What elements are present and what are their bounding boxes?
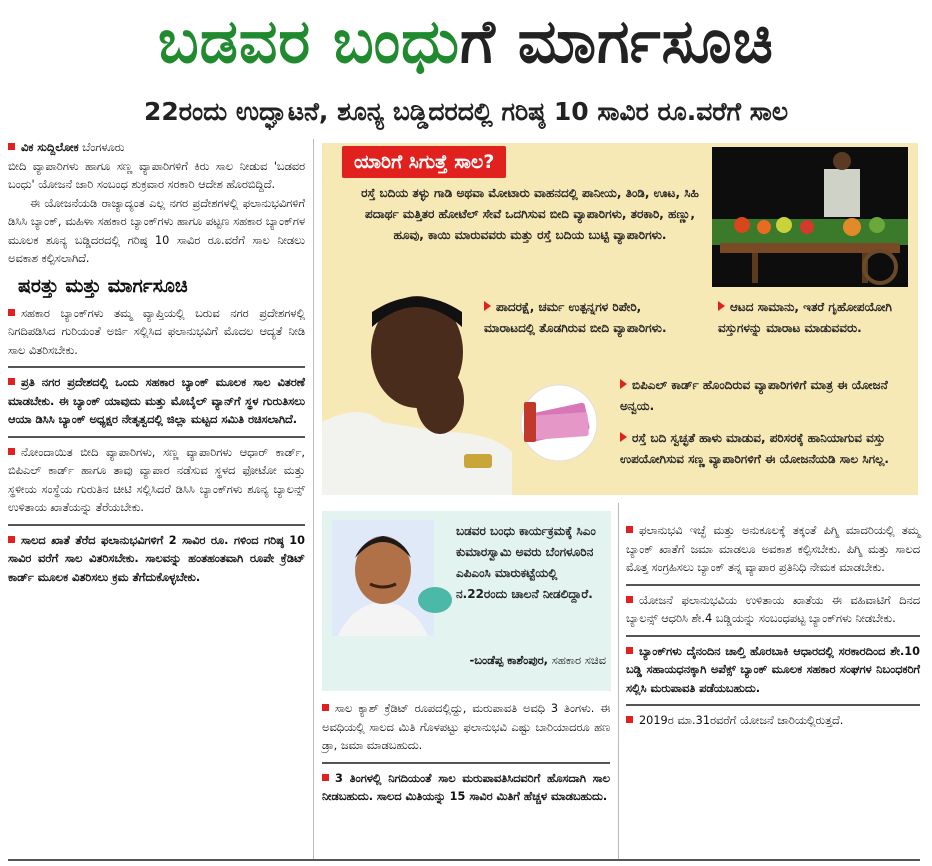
red-arrow-icon xyxy=(620,432,627,442)
signer-name: -ಬಂಡೆಪ್ಪ ಕಾಶೆಂಪುರ, xyxy=(469,653,549,667)
eligibility-bullet xyxy=(620,428,910,470)
headline-green-part: ಬಡವರ ಬಂಧು xyxy=(157,7,461,77)
red-bullet-icon xyxy=(8,309,15,316)
red-bullet-icon xyxy=(8,536,15,543)
red-arrow-icon xyxy=(484,301,491,311)
intro-paragraph-1: ಬೀದಿ ವ್ಯಾಪಾರಿಗಳು ಹಾಗೂ ಸಣ್ಣ ವ್ಯಾಪಾರಿಗಳಿಗೆ ಕಿರು ಸಾಲ ನೀಡುವ 'ಬಡವರ ಬಂಧು' ಯೋಜನೆ ಜಾರಿ ಸಂಬಂಧ ಶುಕ್ರವಾರ ಸರಕಾರಿ ಆದೇಶ ಹೊರಬಿದ್ದಿದೆ. xyxy=(8,159,305,191)
red-bullet-icon xyxy=(322,704,329,711)
red-bullet-icon xyxy=(8,143,15,150)
list-item xyxy=(626,706,920,737)
list-item xyxy=(626,637,920,705)
list-item xyxy=(626,516,920,584)
who-gets-loan-tag: ಯಾರಿಗೆ ಸಿಗುತ್ತೆ ಸಾಲ? xyxy=(342,146,506,178)
column-1 xyxy=(8,139,305,593)
eligibility-bullet-text: ಬಿಪಿಎಲ್ ಕಾರ್ಡ್ ಹೊಂದಿರುವ ವ್ಯಾಪಾರಿಗಳಿಗೆ ಮಾತ್ರ ಈ ಯೋಜನೆ ಅನ್ವಯ. xyxy=(620,378,888,413)
list-item xyxy=(626,586,920,635)
eligibility-bullet-text: ಆಟದ ಸಾಮಾನು, ಇತರೆ ಗೃಹೋಪಯೋಗಿ ವಸ್ತುಗಳನ್ನು ಮಾರಾಟ ಮಾಡುವವರು. xyxy=(718,300,892,335)
red-bullet-icon xyxy=(626,596,633,603)
eligibility-bullet-text: ಪಾದರಕ್ಷೆ, ಚರ್ಮ ಉತ್ಪನ್ನಗಳ ರಿಪೇರಿ, ಮಾರಾಟದಲ್ಲಿ ತೊಡಗಿರುವ ಬೀದಿ ವ್ಯಾಪಾರಿಗಳು. xyxy=(484,300,667,335)
column-3-items xyxy=(626,516,920,737)
currency-notes-photo xyxy=(516,384,602,462)
list-item-text: ಸಾಲ ಕ್ಯಾಶ್ ಕ್ರೆಡಿಟ್ ರೂಪದಲ್ಲಿದ್ದು, ಮರುಪಾವತಿ ಅವಧಿ 3 ತಿಂಗಳು. ಈ ಅವಧಿಯಲ್ಲಿ ಸಾಲದ ಮಿತಿ ಗೊಳಪಟ್ಟು ಫಲಾನುಭವಿ ಎಷ್ಟು ಬಾರಿಯಾದರೂ ಹಣ ಡ್ರಾ, ಜಮಾ ಮಾಡಬಹುದು. xyxy=(322,702,610,752)
list-item-text: ನೋಂದಾಯಿತ ಬೀದಿ ವ್ಯಾಪಾರಿಗಳು, ಸಣ್ಣ ವ್ಯಾಪಾರಿಗಳು ಆಧಾರ್ ಕಾರ್ಡ್, ಬಿಪಿಎಲ್ ಕಾರ್ಡ್ ಹಾಗೂ ತಾವು ವ್ಯಾಪಾರ ನಡೆಸುವ ಸ್ಥಳದ ಫೋಟೋ ಮತ್ತು ಸ್ಥಳೀಯ ಸಂಸ್ಥೆಯ ಗುರುತಿನ ಚೀಟಿ ಸಲ್ಲಿಸಿದರೆ ಡಿಸಿಸಿ ಬ್ಯಾಂಕ್‌ಗಳು ಶೂನ್ಯ ಬ್ಯಾಲನ್ಸ್ ಉಳಿತಾಯ ಖಾತೆಯನ್ನು ತೆರೆಯಬೇಕು. xyxy=(8,445,305,514)
list-item xyxy=(8,438,305,524)
list-item xyxy=(8,299,305,367)
headline xyxy=(0,0,932,84)
quote-signature xyxy=(456,651,606,669)
list-item-text: ಬ್ಯಾಂಕ್‌ಗಳು ದೈನಂದಿನ ಚಾಲ್ತಿ ಹೊರಬಾಕಿ ಆಧಾರದಲ್ಲಿ ಸರಕಾರದಿಂದ ಶೇ.10 ಬಡ್ಡಿ ಸಹಾಯಧನಕ್ಕಾಗಿ ಅಪೆಕ್ಸ್ ಬ್ಯಾಂಕ್ ಮೂಲಕ ಸಹಕಾರ ಸಂಘಗಳ ನಿಬಂಧಕರಿಗೆ ಸಲ್ಲಿಸಿ ಮರುಪಾವತಿ ಪಡೆಯಬಹುದು. xyxy=(626,644,920,695)
column-2-items xyxy=(322,694,610,813)
column-separator xyxy=(313,139,314,859)
red-bullet-icon xyxy=(322,774,329,781)
intro-paragraph-2: ಈ ಯೋಜನೆಯಡಿ ರಾಜ್ಯಾದ್ಯಂತ ಎಲ್ಲ ನಗರ ಪ್ರದೇಶಗಳಲ್ಲಿ ಫಲಾನುಭವಿಗಳಿಗೆ ಡಿಸಿಸಿ ಬ್ಯಾಂಕ್, ಮಹಿಳಾ ಸಹಕಾರ ಬ್ಯಾಂಕ್‌ಗಳು ಹಾಗೂ ಪಟ್ಟಣ ಸಹಕಾರ ಬ್ಯಾಂಕ್‌ಗಳ ಮೂಲಕ ಶೂನ್ಯ ಬಡ್ಡಿದರದಲ್ಲಿ ಗರಿಷ್ಠ 10 ಸಾವಿರ ರೂ.ವರೆಗೆ ಸಾಲ ನೀಡಲು ಅವಕಾಶ ಕಲ್ಪಿಸಲಾಗಿದೆ. xyxy=(8,196,305,265)
red-arrow-icon xyxy=(718,301,725,311)
red-arrow-icon xyxy=(620,379,627,389)
list-item xyxy=(8,526,305,594)
red-bullet-icon xyxy=(626,526,633,533)
list-item-text: 2019ರ ಮಾ.31ರವರೆಗೆ ಯೋಜನೆ ಜಾರಿಯಲ್ಲಿರುತ್ತದೆ. xyxy=(639,714,844,727)
eligibility-bullet xyxy=(484,297,680,339)
column-separator xyxy=(618,503,619,859)
list-item xyxy=(322,694,610,762)
eligibility-bullet xyxy=(718,297,908,339)
byline-city: ಬೆಂಗಳೂರು xyxy=(78,141,125,154)
minister-photo xyxy=(332,520,434,636)
eligibility-bullet xyxy=(620,375,908,417)
list-item-text: ಪ್ರತಿ ನಗರ ಪ್ರದೇಶದಲ್ಲಿ ಒಂದು ಸಹಕಾರ ಬ್ಯಾಂಕ್ ಮೂಲಕ ಸಾಲ ವಿತರಣೆ ಮಾಡಬೇಕು. ಈ ಬ್ಯಾಂಕ್ ಯಾವುದು ಮತ್ತು ಮೊಬೈಲ್ ವ್ಯಾನ್‌ಗೆ ಸ್ಥಳ ಗುರುತಿಸಲು ಆಯಾ ಡಿಸಿಸಿ ಬ್ಯಾಂಕ್ ಅಧ್ಯಕ್ಷರ ನೇತೃತ್ವದಲ್ಲಿ ಜಿಲ್ಲಾ ಮಟ್ಟದ ಸಮಿತಿ ರಚಿಸಲಾಗಿದೆ. xyxy=(8,376,305,426)
headline-dark-part: ಗೆ ಮಾರ್ಗಸೂಚಿ xyxy=(460,7,775,77)
section-title: ಷರತ್ತು ಮತ್ತು ಮಾರ್ಗಸೂಚಿ xyxy=(18,274,188,297)
who-gets-loan-intro: ರಸ್ತೆ ಬದಿಯ ತಳ್ಳು ಗಾಡಿ ಅಥವಾ ಮೋಟಾರು ವಾಹನದಲ್ಲಿ ಪಾನೀಯ, ತಿಂಡಿ, ಊಟ, ಸಿಹಿ ಪದಾರ್ಥ ಮತ್ತಿತರ ಹೋಟೆಲ್ ಸೇವೆ ಒದಗಿಸುವ ಬೀದಿ ವ್ಯಾಪಾರಿಗಳು, ತರಕಾರಿ, ಹಣ್ಣು, ಹೂವು, ಕಾಯಿ ಮಾರುವವರು ಮತ್ತು ರಸ್ತೆ ಬದಿಯ ಬುಟ್ಟಿ ವ್ಯಾಪಾರಿಗಳು. xyxy=(361,186,699,242)
byline xyxy=(8,139,305,158)
red-bullet-icon xyxy=(8,448,15,455)
list-item-text: ಯೋಜನೆ ಫಲಾನುಭವಿಯ ಉಳಿತಾಯ ಖಾತೆಯ ಈ ವಹಿವಾಟಿಗೆ ದಿನದ ಬ್ಯಾಲನ್ಸ್ ಆಧರಿಸಿ ಶೇ.4 ಬಡ್ಡಿಯನ್ನು ಸಂಬಂಧಪಟ್ಟ ಬ್ಯಾಂಕ್‌ಗಳು ನೀಡಬೇಕು. xyxy=(626,593,920,625)
minister-quote-text: ಬಡವರ ಬಂಧು ಕಾರ್ಯಕ್ರಮಕ್ಕೆ ಸಿಎಂ ಕುಮಾರಸ್ವಾಮಿ ಅವರು ಬೆಂಗಳೂರಿನ ಎಪಿಎಂಸಿ ಮಾರುಕಟ್ಟೆಯಲ್ಲಿ ನ.22ರಂದು ಚಾಲನೆ ನೀಡಲಿದ್ದಾರೆ. xyxy=(456,524,596,601)
list-item xyxy=(322,764,610,813)
list-item-text: ಸಹಕಾರ ಬ್ಯಾಂಕ್‌ಗಳು ತಮ್ಮ ವ್ಯಾಪ್ತಿಯಲ್ಲಿ ಬರುವ ನಗರ ಪ್ರದೇಶಗಳಲ್ಲಿ ನಿಗದಿಪಡಿಸಿದ ಗುರಿಯಂತೆ ಅರ್ಜಿ ಸಲ್ಲಿಸಿದ ಫಲಾನುಭವಿಗೆ ಮೊದಲ ಆದ್ಯತೆ ನೀಡಿ ಸಾಲ ವಿತರಿಸಬೇಕು. xyxy=(8,306,305,357)
eligibility-bullet-text: ರಸ್ತೆ ಬದಿ ಸ್ವಚ್ಛತೆ ಹಾಳು ಮಾಡುವ, ಪರಿಸರಕ್ಕೆ ಹಾನಿಯಾಗುವ ವಸ್ತು ಉಪಯೋಗಿಸುವ ಸಣ್ಣ ವ್ಯಾಪಾರಿಗಳಿಗೆ ಈ ಯೋಜನೆಯಡಿ ಸಾಲ ಸಿಗಲ್ಲ. xyxy=(620,431,889,466)
list-item xyxy=(8,368,305,436)
signer-role: ಸಹಕಾರ ಸಚಿವ xyxy=(548,653,606,667)
byline-source: ವಿಕ ಸುದ್ದಿಲೋಕ xyxy=(21,141,79,154)
bottom-rule xyxy=(8,859,920,861)
list-item-text: ಸಾಲದ ಖಾತೆ ತೆರೆದ ಫಲಾನುಭವಿಗಳಿಗೆ 2 ಸಾವಿರ ರೂ. ಗಳಿಂದ ಗರಿಷ್ಠ 10 ಸಾವಿರ ವರೆಗೆ ಸಾಲ ವಿತರಿಸಬೇಕು. ಸಾಲವನ್ನು ಹಂತಹಂತವಾಗಿ ರೂಪೇ ಕ್ರೆಡಿಟ್ ಕಾರ್ಡ್ ಮೂಲಕ ವಿತರಿಸಲು ಕ್ರಮ ತೆಗೆದುಕೊಳ್ಳಬೇಕು. xyxy=(8,533,305,584)
speech-bubble-icon xyxy=(418,587,452,613)
red-bullet-icon xyxy=(8,378,15,385)
street-vendor-photo xyxy=(712,147,908,287)
red-bullet-icon xyxy=(626,716,633,723)
list-item-text: ಫಲಾನುಭವಿ ಇಚ್ಛೆ ಮತ್ತು ಅನುಕೂಲಕ್ಕೆ ತಕ್ಕಂತೆ ಪಿಗ್ಮಿ ಮಾದರಿಯಲ್ಲಿ ತಮ್ಮ ಬ್ಯಾಂಕ್ ಖಾತೆಗೆ ಜಮಾ ಮಾಡಲೂ ಅವಕಾಶ ಕಲ್ಪಿಸಬೇಕು. ಪಿಗ್ಮಿ ಮತ್ತು ಸಾಲದ ಮೊತ್ತ ಸಂಗ್ರಹಿಸಲು ಬ್ಯಾಂಕ್ ತನ್ನ ವ್ಯಾಪಾರ ಪ್ರತಿನಿಧಿ ನೇಮಕ ಮಾಡಬೇಕು. xyxy=(626,524,920,574)
list-item-text: 3 ತಿಂಗಳಲ್ಲಿ ನಿಗದಿಯಂತೆ ಸಾಲ ಮರುಪಾವತಿಸಿದವರಿಗೆ ಹೊಸದಾಗಿ ಸಾಲ ನೀಡಬಹುದು. ಸಾಲದ ಮಿತಿಯನ್ನು 15 ಸಾವಿರ ಮಿತಿಗೆ ಹೆಚ್ಚಳ ಮಾಡಬಹುದು. xyxy=(322,771,610,803)
subheadline: 22ರಂದು ಉದ್ಘಾಟನೆ, ಶೂನ್ಯ ಬಡ್ಡಿದರದಲ್ಲಿ ಗರಿಷ್ಠ 10 ಸಾವಿರ ರೂ.ವರೆಗೆ ಸಾಲ xyxy=(143,97,789,126)
red-bullet-icon xyxy=(626,647,633,654)
